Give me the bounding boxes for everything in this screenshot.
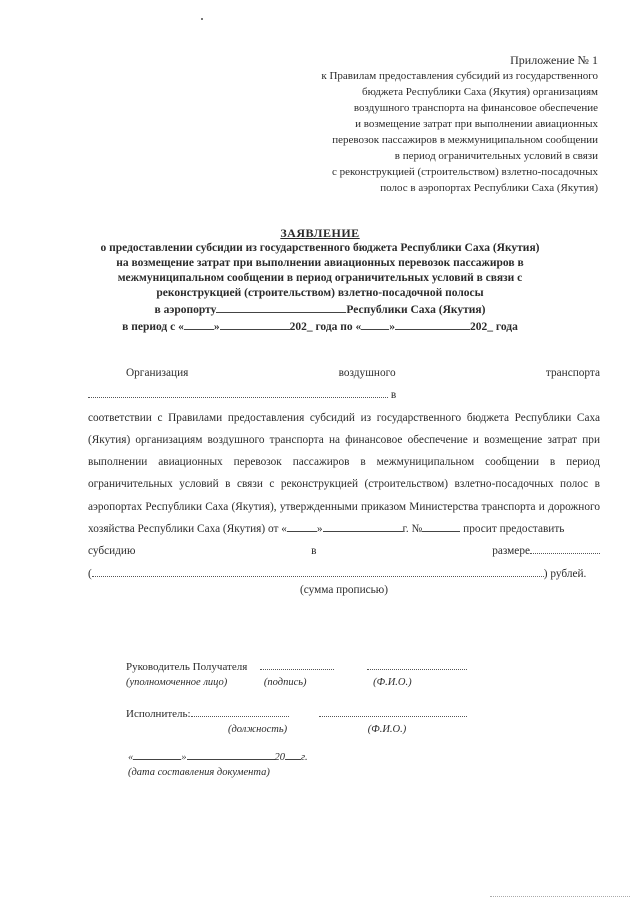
appendix-line: полос в аэропортах Республики Саха (Якутия) [380,182,598,194]
amount-words-blank[interactable] [92,565,544,577]
date-caption: (дата составления документа) [128,767,270,778]
order-day-blank[interactable] [287,520,317,532]
order-number-blank[interactable] [422,520,460,532]
org-line: Организация воздушного транспорта в [88,362,600,407]
period-start-month-blank[interactable] [220,318,290,330]
scan-speck [201,18,203,20]
heading-line: межмуниципальном сообщении в период ограничительных условий в связи с [117,272,523,284]
head-signature-blank[interactable] [260,658,334,670]
heading-line: реконструкцией (строительством) взлетно-посадочной полосы [156,287,484,299]
date-year-blank[interactable] [285,748,301,760]
executor-signature-block: Исполнитель: (должность) (Ф.И.О.) [126,705,467,737]
appendix-line: с реконструкцией (строительством) взлетно-посадочных [332,166,598,178]
date-block: « » 20 г. (дата составления документа) [128,748,308,780]
order-month-blank[interactable] [323,520,403,532]
statement-heading [60,226,580,335]
statement-body [88,362,600,585]
period-start-day-blank[interactable] [184,318,214,330]
amount-words-line: ( ) рублей. [88,563,600,585]
appendix-line: в период ограничительных условий в связи [394,150,598,162]
airport-line: в аэропорту Республики Саха (Якутия) [60,301,580,318]
period-end-month-blank[interactable] [395,318,470,330]
date-month-blank[interactable] [187,748,275,760]
sum-caption: (сумма прописью) [300,584,388,596]
statement-title: ЗАЯВЛЕНИЕ [280,226,360,240]
appendix-line: к Правилам предоставления субсидий из государственного [321,70,598,82]
date-day-blank[interactable] [133,748,181,760]
head-name-blank[interactable] [367,658,467,670]
appendix-block [238,52,598,196]
appendix-line: и возмещение затрат при выполнении авиационных [355,118,598,130]
head-label: Руководитель Получателя [126,661,248,673]
heading-line: на возмещение затрат при выполнении авиационных перевозок пассажиров в [116,257,524,269]
head-signature-block: Руководитель Получателя (уполномоченное лицо) (подпись) (Ф.И.О.) [126,658,467,690]
period-line: в период с « » 202_ года по « » 202_ года [60,318,580,335]
appendix-title: Приложение № 1 [510,53,598,67]
org-name-blank[interactable] [88,386,388,398]
subsidy-amount-row: субсидию в размере [88,540,600,562]
appendix-line: воздушного транспорта на финансовое обеспечение [353,102,598,114]
body-paragraph: соответствии с Правилами предоставления субсидий из государственного бюджета Республики Саха (Якутия) организациям воздушного транспорта на финансовое обеспечение и возмещение затрат при выполнении авиационных перевозок пассажиров в межмуниципальном сообщении в период ограничительных условий в связи с реконструкцией (строительством) взлетно-посадочных полос в аэропортах Республики Саха (Якутия), утвержденными приказом Министерства транспорта и дорожного хозяйства Республики Саха (Якутия) от « » г. № просит предоставить [88,411,600,536]
executor-position-blank[interactable] [191,705,289,717]
appendix-line: бюджета Республики Саха (Якутия) организациям [362,86,598,98]
heading-line: о предоставлении субсидии из государственного бюджета Республики Саха (Якутия) [100,242,540,254]
period-end-day-blank[interactable] [361,318,389,330]
executor-label: Исполнитель: [126,708,191,720]
executor-name-blank[interactable] [319,705,467,717]
scan-edge-marks [490,896,630,897]
appendix-line: перевозок пассажиров в межмуниципальном сообщении [332,134,598,146]
airport-blank[interactable] [216,301,346,313]
amount-digits-blank[interactable] [530,542,600,554]
